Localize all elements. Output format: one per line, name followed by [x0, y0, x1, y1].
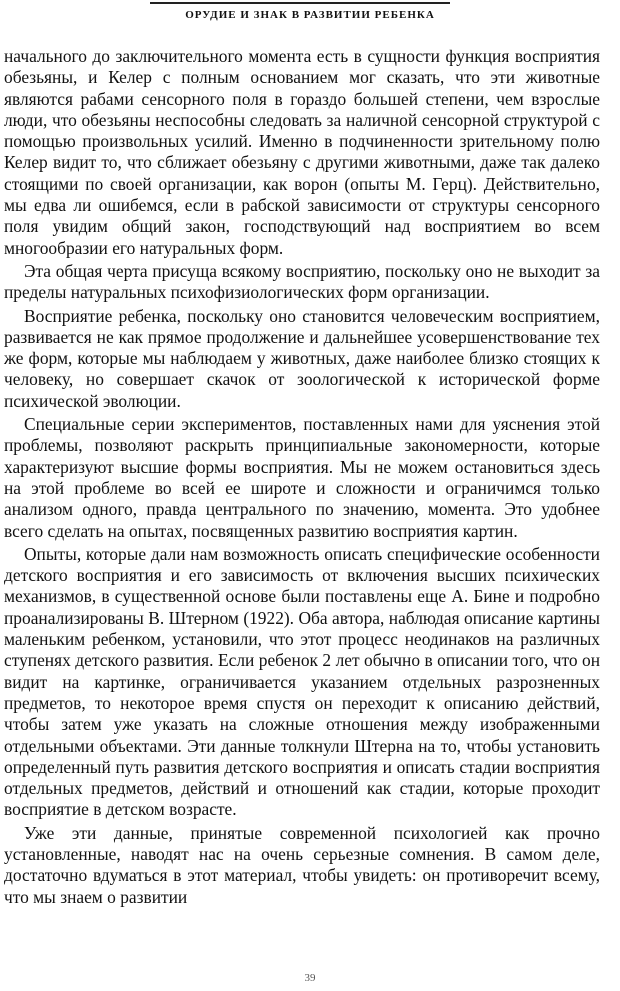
paragraph-5: Опыты, которые дали нам возможность описать специфические особенности детского восприятия и его зависимость от включения высших психических механизмов, в существенной основе были поставлены еще А. Бине и подробно проанализированы В. Штерном (1922). Оба автора, наблюдая описание картины маленьким ребенком, установили, что этот процесс неодинаков на различных ступенях детского развития. Если ребенок 2 лет обычно в описании того, что он видит на картинке, ограничивается указанием отдельных разрозненных предметов, то некоторое время спустя он переходит к описанию действий, чтобы затем уже указать на сложные отношения между изображенными отдельными объектами. Эти данные толкнули Штерна на то, чтобы установить определенный путь развития детского восприятия и описать стадии восприятия отдельных предметов, действий и отношений как стадии, которые проходит восприятие в детском возрасте.: [4, 543, 600, 820]
paragraph-6: Уже эти данные, принятые современной психологией как прочно установленные, наводят нас на очень серьезные сомнения. В самом деле, достаточно вдуматься в этот материал, чтобы увидеть: он противоречит всему, что мы знаем о развитии: [4, 822, 600, 907]
paragraph-3: Восприятие ребенка, поскольку оно становится человеческим восприятием, развивается не как прямое продолжение и дальнейшее усовершенствование тех же форм, которые мы наблюдаем у животных, даже наиболее близко стоящих к человеку, но совершает скачок от зоологической к исторической форме психической эволюции.: [4, 305, 600, 411]
header-rule: [150, 2, 450, 4]
body-text: [4, 46, 600, 908]
running-head: ОРУДИЕ И ЗНАК В РАЗВИТИИ РЕБЕНКА: [185, 9, 435, 21]
paragraph-4: Специальные серии экспериментов, поставленных нами для уяснения этой проблемы, позволяют раскрыть принципиальные закономерности, которые характеризуют высшие формы восприятия. Мы не можем остановиться здесь на этой проблеме во всей ее широте и сложности и ограничимся только анализом одного, правда центрального по значению, момента. Это удобнее всего сделать на опытах, посвященных развитию восприятия картин.: [4, 414, 600, 541]
paragraph-1: начального до заключительного момента есть в сущности функция восприятия обезьяны, и Келер с полным основанием мог сказать, что эти животные являются рабами сенсорного поля в гораздо большей степени, чем взрослые люди, что обезьяны неспособны следовать за наличной сенсорной структурой с помощью произвольных усилий. Именно в подчиненности зрительному полю Келер видит то, что сближает обезьяну с другими животными, даже так далеко стоящими по своей организации, как ворон (опыты М. Герц). Действительно, мы едва ли ошибемся, если в рабской зависимости от структуры сенсорного поля увидим общий закон, господствующий над восприятием во всем многообразии его натуральных форм.: [4, 46, 600, 258]
page-number: 39: [304, 972, 316, 984]
paragraph-2: Эта общая черта присуща всякому восприятию, поскольку оно не выходит за пределы натуральных психофизиологических форм организации.: [4, 260, 600, 303]
